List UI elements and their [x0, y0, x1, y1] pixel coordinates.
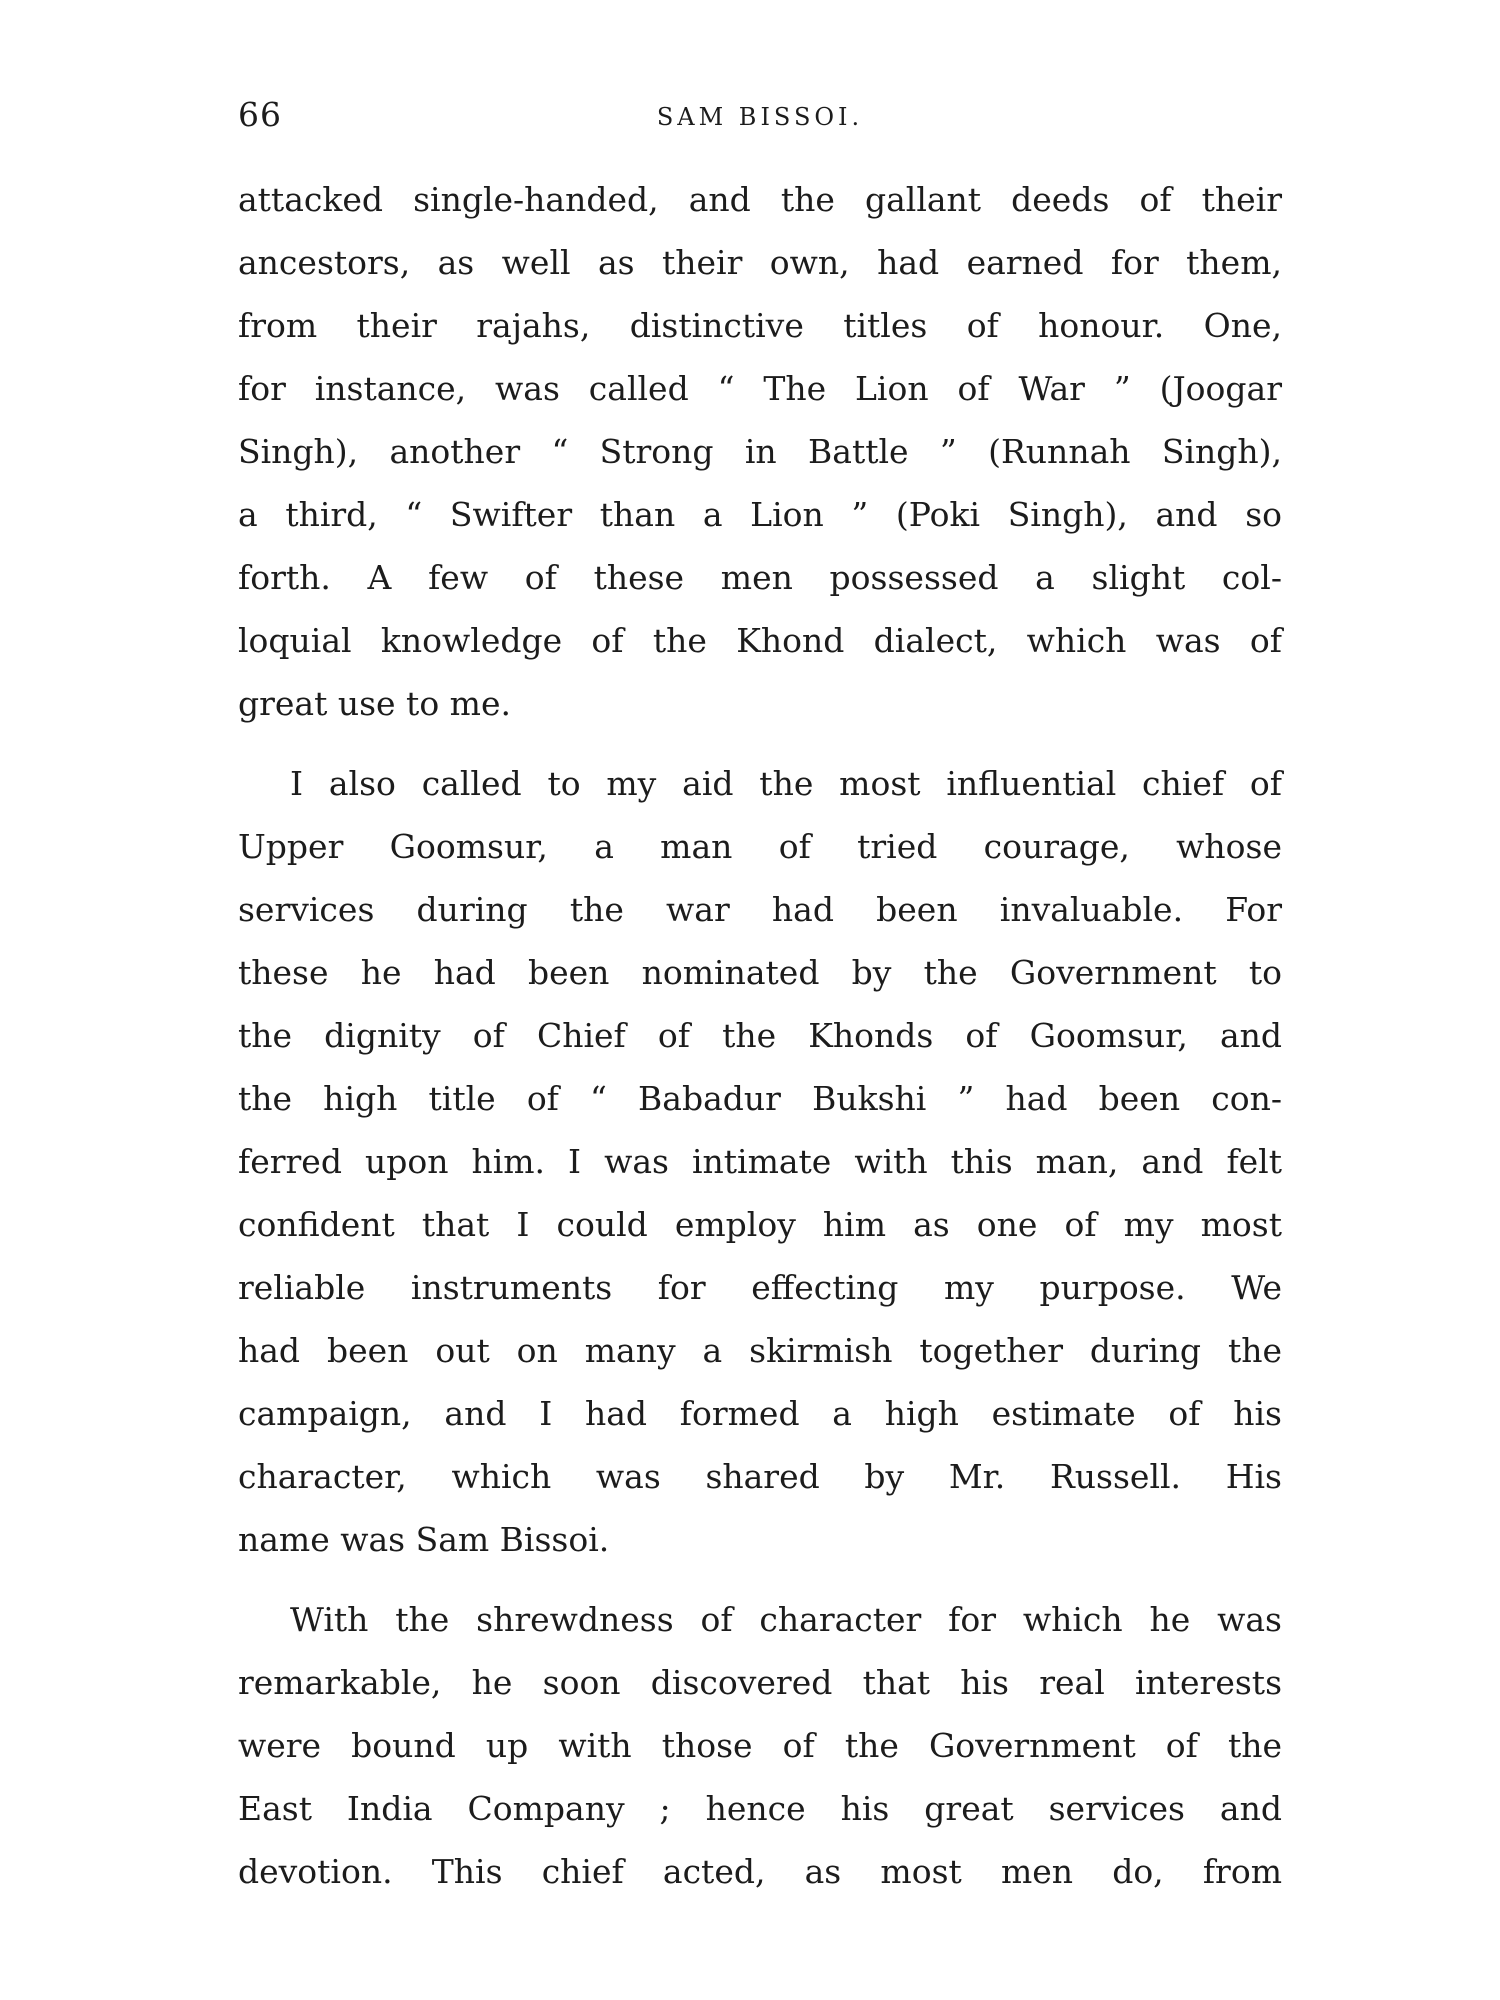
- text-line: East India Company ; hence his great services and: [238, 1789, 1282, 1828]
- text-line: for instance, was called “ The Lion of War ” (Joogar: [238, 369, 1282, 408]
- text-line: great use to me.: [238, 684, 511, 723]
- text-line: name was Sam Bissoi.: [238, 1520, 610, 1559]
- text-line: character, which was shared by Mr. Russell. His: [238, 1457, 1282, 1496]
- text-line: ancestors, as well as their own, had earned for them,: [238, 243, 1282, 282]
- paragraph-3: [238, 1588, 1282, 1903]
- text-line: attacked single-handed, and the gallant deeds of their: [238, 180, 1282, 219]
- paragraph-2: [238, 752, 1282, 1571]
- running-title: SAM BISSOI.: [656, 103, 864, 131]
- text-line: remarkable, he soon discovered that his real interests: [238, 1663, 1282, 1702]
- text-line: had been out on many a skirmish together during the: [238, 1331, 1282, 1370]
- text-line: services during the war had been invaluable. For: [238, 890, 1282, 929]
- page-number: 66: [238, 95, 282, 134]
- text-line: devotion. This chief acted, as most men do, from: [238, 1852, 1282, 1891]
- text-line: the high title of “ Babadur Bukshi ” had been con-: [238, 1079, 1282, 1118]
- text-line: from their rajahs, distinctive titles of honour. One,: [238, 306, 1282, 345]
- text-line: these he had been nominated by the Government to: [238, 953, 1282, 992]
- running-head: [238, 95, 1282, 135]
- text-line: Upper Goomsur, a man of tried courage, whose: [238, 827, 1282, 866]
- text-line: were bound up with those of the Government of the: [238, 1726, 1282, 1765]
- text-line: confident that I could employ him as one of my most: [238, 1205, 1282, 1244]
- text-line: forth. A few of these men possessed a slight col-: [238, 558, 1282, 597]
- text-line: loquial knowledge of the Khond dialect, which was of: [238, 621, 1282, 660]
- text-line: ferred upon him. I was intimate with this man, and felt: [238, 1142, 1282, 1181]
- text-line: reliable instruments for effecting my purpose. We: [238, 1268, 1282, 1307]
- body-text: [238, 168, 1282, 1903]
- paragraph-1: [238, 168, 1282, 735]
- text-line: a third, “ Swifter than a Lion ” (Poki Singh), and so: [238, 495, 1282, 534]
- text-line: I also called to my aid the most influential chief of: [290, 764, 1282, 803]
- text-line: Singh), another “ Strong in Battle ” (Runnah Singh),: [238, 432, 1282, 471]
- text-line: the dignity of Chief of the Khonds of Goomsur, and: [238, 1016, 1282, 1055]
- text-line: With the shrewdness of character for which he was: [290, 1600, 1282, 1639]
- text-line: campaign, and I had formed a high estimate of his: [238, 1394, 1282, 1433]
